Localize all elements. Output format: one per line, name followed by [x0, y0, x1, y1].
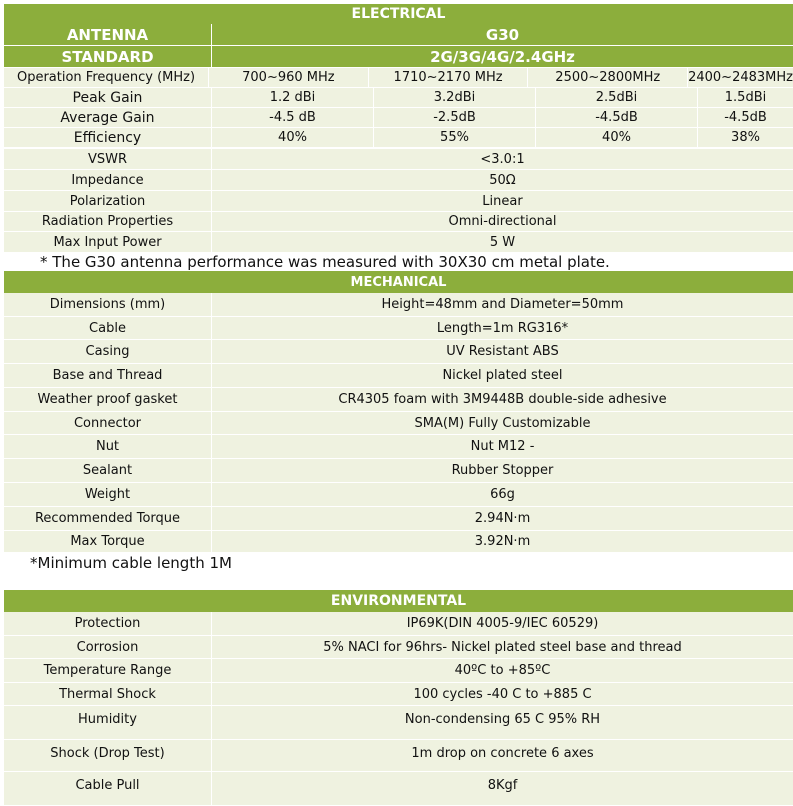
- row-label: Shock (Drop Test): [4, 740, 212, 772]
- table-row: [4, 212, 793, 232]
- table-row: [4, 740, 793, 772]
- band-value: 2500~2800MHz: [528, 68, 688, 88]
- mechanical-note: *Minimum cable length 1M: [30, 554, 232, 572]
- row-label: Base and Thread: [4, 364, 212, 388]
- table-row: [4, 612, 793, 636]
- row-label: Peak Gain: [4, 88, 212, 108]
- table-row: [4, 170, 793, 191]
- band-value: 3.2dBi: [374, 88, 536, 108]
- row-value: Nut M12 -: [212, 435, 793, 459]
- row-label: Humidity: [4, 706, 212, 740]
- row-value: SMA(M) Fully Customizable: [212, 412, 793, 435]
- antenna-row: [4, 24, 793, 46]
- row-value: Nickel plated steel: [212, 364, 793, 388]
- table-row: [4, 191, 793, 212]
- electrical-note: * The G30 antenna performance was measured with 30X30 cm metal plate.: [40, 253, 610, 271]
- standard-row: [4, 46, 793, 68]
- row-label: Casing: [4, 340, 212, 364]
- environmental-section-header: ENVIRONMENTAL: [4, 590, 793, 612]
- band-value: 700~960 MHz: [209, 68, 369, 88]
- table-row: [4, 412, 793, 435]
- row-label: Temperature Range: [4, 659, 212, 683]
- row-label: Polarization: [4, 191, 212, 212]
- table-row: [4, 459, 793, 483]
- band-value: 2400~2483MHz: [688, 68, 793, 88]
- table-row: [4, 435, 793, 459]
- row-value: 1m drop on concrete 6 axes: [212, 740, 793, 772]
- row-label: Max Input Power: [4, 232, 212, 253]
- band-value: -4.5dB: [536, 108, 698, 128]
- row-label: Average Gain: [4, 108, 212, 128]
- band-value: 1.2 dBi: [212, 88, 374, 108]
- standard-label: STANDARD: [4, 46, 212, 68]
- row-value: 8Kgf: [212, 772, 793, 806]
- table-row: [4, 772, 793, 806]
- band-value: 1.5dBi: [698, 88, 793, 108]
- table-row: [4, 149, 793, 170]
- table-row: [4, 340, 793, 364]
- row-value: <3.0:1: [212, 149, 793, 170]
- table-row: [4, 364, 793, 388]
- row-value: 100 cycles -40 C to +885 C: [212, 683, 793, 706]
- row-value: 2.94N·m: [212, 507, 793, 531]
- row-value: Rubber Stopper: [212, 459, 793, 483]
- row-value: IP69K(DIN 4005-9/IEC 60529): [212, 612, 793, 636]
- row-label: Protection: [4, 612, 212, 636]
- row-value: 50Ω: [212, 170, 793, 191]
- standard-value: 2G/3G/4G/2.4GHz: [212, 46, 793, 68]
- row-label: Thermal Shock: [4, 683, 212, 706]
- mechanical-section-header: MECHANICAL: [4, 271, 793, 293]
- table-row: [4, 507, 793, 531]
- table-row: [4, 531, 793, 553]
- row-label: Dimensions (mm): [4, 293, 212, 317]
- band-value: 55%: [374, 128, 536, 148]
- row-label: Cable Pull: [4, 772, 212, 806]
- table-row: [4, 88, 793, 108]
- row-label: Radiation Properties: [4, 212, 212, 232]
- table-row: [4, 108, 793, 128]
- antenna-label: ANTENNA: [4, 24, 212, 46]
- row-label: Recommended Torque: [4, 507, 212, 531]
- table-row: [4, 128, 793, 148]
- row-label: Weight: [4, 483, 212, 507]
- row-label: Nut: [4, 435, 212, 459]
- row-label: Weather proof gasket: [4, 388, 212, 412]
- row-label: VSWR: [4, 149, 212, 170]
- band-value: -2.5dB: [374, 108, 536, 128]
- row-label: Sealant: [4, 459, 212, 483]
- row-label: Cable: [4, 317, 212, 340]
- row-value: 40ºC to +85ºC: [212, 659, 793, 683]
- row-value: 66g: [212, 483, 793, 507]
- table-row: [4, 483, 793, 507]
- table-row: [4, 706, 793, 740]
- band-value: -4.5 dB: [212, 108, 374, 128]
- band-value: -4.5dB: [698, 108, 793, 128]
- row-label: Efficiency: [4, 128, 212, 148]
- table-row: [4, 683, 793, 706]
- row-label: Connector: [4, 412, 212, 435]
- band-value: 38%: [698, 128, 793, 148]
- row-label: Max Torque: [4, 531, 212, 553]
- electrical-section-header: ELECTRICAL: [4, 4, 793, 24]
- table-row: [4, 388, 793, 412]
- row-value: Height=48mm and Diameter=50mm: [212, 293, 793, 317]
- table-row: [4, 293, 793, 317]
- row-value: Length=1m RG316*: [212, 317, 793, 340]
- row-label: Operation Frequency (MHz): [4, 68, 209, 88]
- table-row: [4, 659, 793, 683]
- table-row: [4, 232, 793, 253]
- row-label: Impedance: [4, 170, 212, 191]
- table-row: [4, 636, 793, 659]
- row-value: 3.92N·m: [212, 531, 793, 553]
- row-value: Non-condensing 65 C 95% RH: [212, 706, 793, 740]
- row-value: Omni-directional: [212, 212, 793, 232]
- band-value: 1710~2170 MHz: [369, 68, 529, 88]
- antenna-value: G30: [212, 24, 793, 46]
- row-value: UV Resistant ABS: [212, 340, 793, 364]
- table-row: [4, 317, 793, 340]
- row-value: 5% NACI for 96hrs- Nickel plated steel base and thread: [212, 636, 793, 659]
- row-value: Linear: [212, 191, 793, 212]
- row-label: Corrosion: [4, 636, 212, 659]
- band-value: 40%: [536, 128, 698, 148]
- band-value: 40%: [212, 128, 374, 148]
- row-value: 5 W: [212, 232, 793, 253]
- table-row: [4, 68, 793, 88]
- band-value: 2.5dBi: [536, 88, 698, 108]
- row-value: CR4305 foam with 3M9448B double-side adhesive: [212, 388, 793, 412]
